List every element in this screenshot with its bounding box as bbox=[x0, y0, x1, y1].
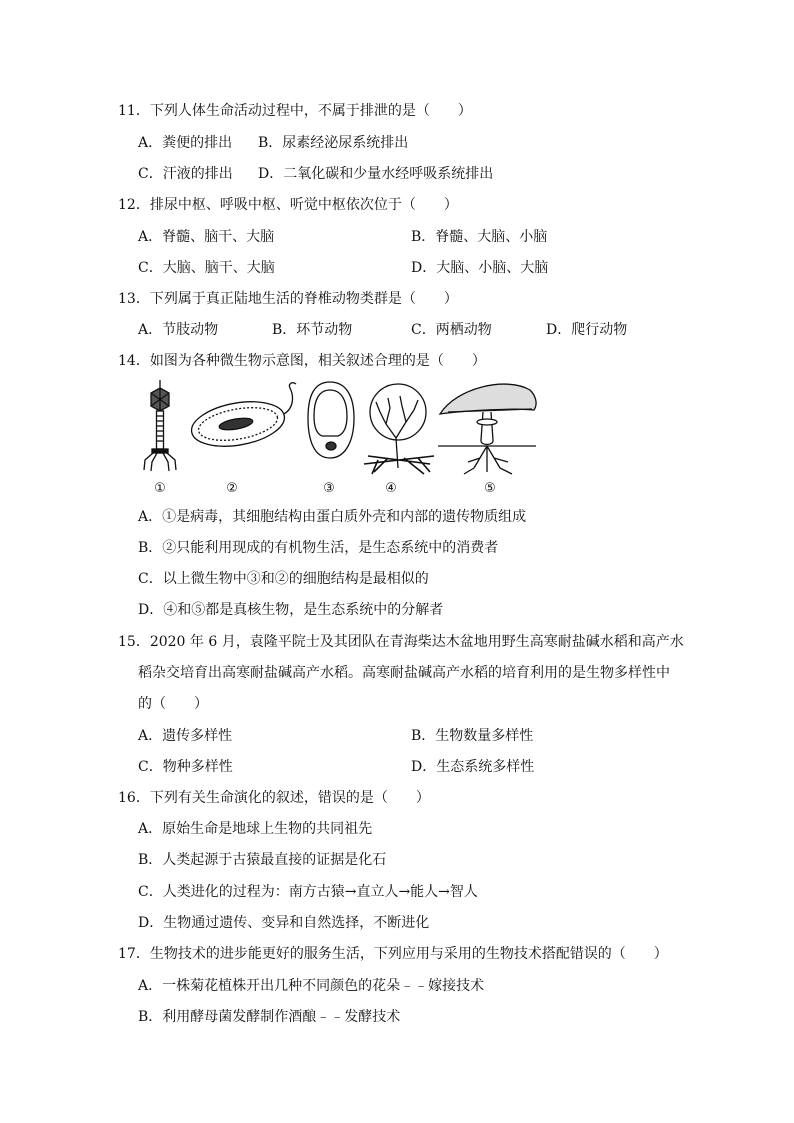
q13-stem: 13．下列属于真正陆地生活的脊椎动物类群是（ ） bbox=[118, 291, 458, 307]
q16-option-a: A．原始生命是地球上生物的共同祖先 bbox=[138, 821, 373, 837]
q14-option-d: D．④和⑤都是真核生物，是生态系统中的分解者 bbox=[138, 602, 444, 618]
q16-option-c: C．人类进化的过程为：南方古猿→直立人→能人→智人 bbox=[138, 884, 478, 900]
q13-option-b: B．环节动物 bbox=[272, 322, 353, 338]
q12-option-d: D．大脑、小脑、大脑 bbox=[411, 260, 549, 276]
q16-option-b: B．人类起源于古猿最直接的证据是化石 bbox=[138, 852, 387, 868]
q16-stem: 16．下列有关生命演化的叙述，错误的是（ ） bbox=[118, 790, 430, 806]
q16-option-d: D．生物通过遗传、变异和自然选择，不断进化 bbox=[138, 915, 430, 931]
q17-option-a: A．一株菊花植株开出几种不同颜色的花朵﹣﹣嫁接技术 bbox=[138, 978, 485, 994]
q11-option-c: C．汗液的排出 bbox=[138, 166, 233, 182]
q13-option-a: A．节肢动物 bbox=[138, 322, 219, 338]
mushroom-drawing bbox=[438, 384, 536, 474]
q15-option-d: D．生态系统多样性 bbox=[411, 759, 535, 775]
q14-option-a: A．①是病毒，其细胞结构由蛋白质外壳和内部的遗传物质组成 bbox=[138, 509, 527, 525]
bacterium-drawing bbox=[188, 383, 296, 453]
figure-label-3: ③ bbox=[323, 481, 335, 496]
q15-stem-line-3: 的（ ） bbox=[138, 696, 208, 712]
figure-label-5: ⑤ bbox=[484, 481, 496, 496]
q15-stem-line-2: 稻杂交培育出高寒耐盐碱高产水稻。高寒耐盐碱高产水稻的培育利用的是生物多样性中 bbox=[138, 665, 670, 681]
q12-option-c: C．大脑、脑干、大脑 bbox=[138, 260, 275, 276]
mold-drawing bbox=[364, 384, 434, 474]
q14-option-c: C．以上微生物中③和②的细胞结构是最相似的 bbox=[138, 571, 429, 587]
q11-stem: 11．下列人体生命活动过程中，不属于排泄的是（ ） bbox=[118, 103, 472, 119]
q11-option-b: B．尿素经泌尿系统排出 bbox=[258, 135, 409, 151]
q12-option-b: B．脊髓、大脑、小脑 bbox=[411, 229, 548, 245]
bacteriophage-drawing bbox=[144, 380, 176, 471]
microorganism-figure bbox=[138, 378, 538, 498]
q17-option-b: B．利用酵母菌发酵制作酒酿﹣﹣发酵技术 bbox=[138, 1009, 401, 1025]
q12-stem: 12．排尿中枢、呼吸中枢、听觉中枢依次位于（ ） bbox=[118, 197, 458, 213]
yeast-cell-drawing bbox=[308, 382, 354, 458]
q13-option-d: D．爬行动物 bbox=[546, 322, 628, 338]
figure-label-2: ② bbox=[226, 481, 238, 496]
figure-label-4: ④ bbox=[385, 481, 397, 496]
q11-option-d: D．二氧化碳和少量水经呼吸系统排出 bbox=[258, 166, 494, 182]
q15-stem-line-1: 15．2020 年 6 月，袁隆平院士及其团队在青海柴达木盆地用野生高寒耐盐碱水稻和高产水 bbox=[118, 634, 684, 650]
q15-option-b: B．生物数量多样性 bbox=[411, 728, 534, 744]
q11-option-a: A．粪便的排出 bbox=[138, 135, 233, 151]
q14-stem: 14．如图为各种微生物示意图，相关叙述合理的是（ ） bbox=[118, 353, 486, 369]
q14-option-b: B．②只能利用现成的有机物生活，是生态系统中的消费者 bbox=[138, 540, 499, 556]
q12-option-a: A．脊髓、脑干、大脑 bbox=[138, 229, 275, 245]
q17-stem: 17．生物技术的进步能更好的服务生活，下列应用与采用的生物技术搭配错误的（ ） bbox=[118, 946, 668, 962]
q13-option-c: C．两栖动物 bbox=[411, 322, 492, 338]
figure-label-1: ① bbox=[154, 481, 166, 496]
q15-option-c: C．物种多样性 bbox=[138, 759, 233, 775]
q15-option-a: A．遗传多样性 bbox=[138, 728, 233, 744]
